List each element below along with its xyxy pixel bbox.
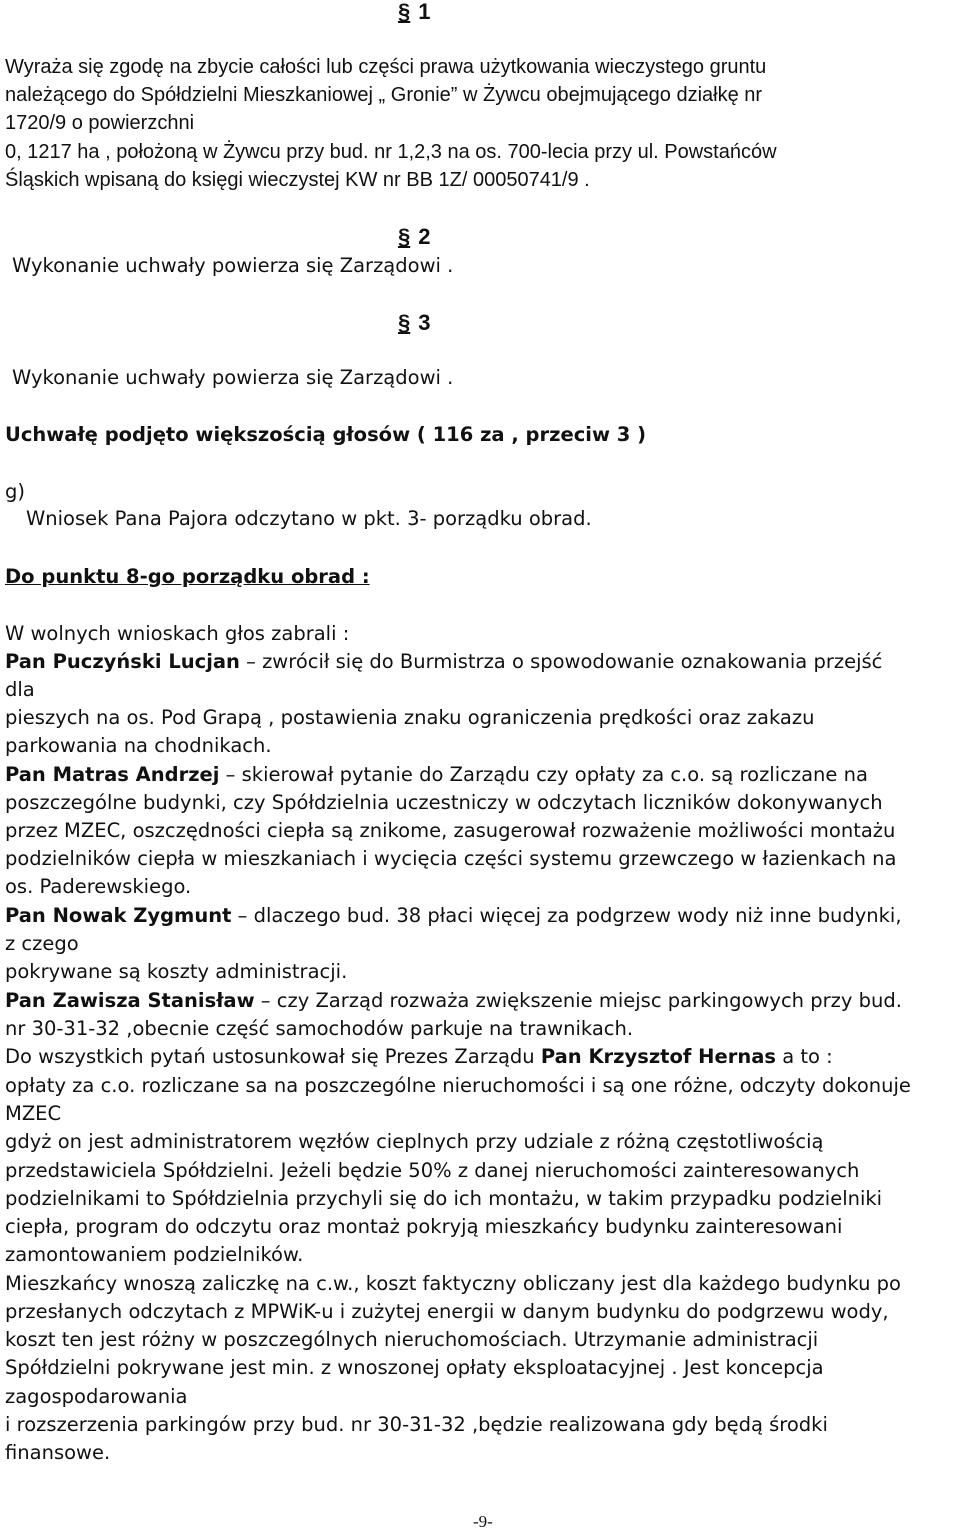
text-line: ciepła, program do odczytu oraz montaż pokryją mieszkańcy budynku zainteresowani (5, 1215, 843, 1238)
text-line: koszt ten jest różny w poszczególnych nieruchomościach. Utrzymanie administracji (5, 1328, 819, 1351)
item-label: g) (5, 480, 25, 503)
page-number: -9- (473, 1512, 493, 1531)
text-line: finansowe. (5, 1441, 111, 1464)
text-line: podzielników ciepła w mieszkaniach i wycięcia części systemu grzewczego w łazienkach na (5, 847, 897, 870)
speaker-name: Pan Zawisza Stanisław (5, 989, 255, 1012)
text-line: gdyż on jest administratorem węzłów cieplnych przy udziale z różną częstotliwością (5, 1130, 824, 1153)
text-line: przesłanych odczytach z MPWiK-u i zużytej energii w danym budynku do podgrzewu wody, (5, 1300, 889, 1323)
speaker-line: Pan Matras Andrzej – skierował pytanie do Zarządu czy opłaty za c.o. są rozliczane na (5, 763, 868, 786)
paragraph-line: 1720/9 o powierzchni (5, 112, 195, 134)
text-line: Spółdzielni pokrywane jest min. z wnoszonej opłaty eksploatacyjnej . Jest koncepcja (5, 1356, 824, 1379)
section-3-heading: § 3 (398, 310, 431, 335)
paragraph-line: Śląskich wpisaną do księgi wieczystej KW nr BB 1Z/ 00050741/9 . (5, 169, 590, 191)
text-line: os. Paderewskiego. (5, 875, 192, 898)
speaker-line: Pan Puczyński Lucjan – zwrócił się do Burmistrza o spowodowanie oznakowania przejść (5, 650, 883, 673)
section-1-heading: § 1 (398, 0, 431, 24)
text-line: MZEC (5, 1102, 62, 1125)
paragraph-line: Wyraża się zgodę na zbycie całości lub części prawa użytkowania wieczystego gruntu (5, 56, 767, 78)
section-heading: Do punktu 8-go porządku obrad : (5, 565, 370, 588)
speaker-name: Pan Puczyński Lucjan (5, 650, 240, 673)
paragraph-line: 0, 1217 ha , położoną w Żywcu przy bud. nr 1,2,3 na os. 700-lecia przy ul. Powstańców (5, 141, 777, 163)
response-line: Do wszystkich pytań ustosunkował się Prezes Zarządu Pan Krzysztof Hernas a to : (5, 1045, 833, 1068)
text-line: dla (5, 678, 35, 701)
text-line: opłaty za c.o. rozliczane sa na poszczególne nieruchomości i są one różne, odczyty dokonuje (5, 1074, 911, 1097)
item-text: Wniosek Pana Pajora odczytano w pkt. 3- porządku obrad. (26, 507, 592, 530)
text-line: parkowania na chodnikach. (5, 734, 272, 757)
section-symbol: § (398, 310, 411, 335)
section-2-heading: § 2 (398, 224, 431, 249)
speaker-name: Pan Matras Andrzej (5, 763, 220, 786)
speaker-name: Pan Nowak Zygmunt (5, 904, 232, 927)
section-symbol: § (398, 224, 411, 249)
resolution-result: Uchwałę podjęto większością głosów ( 116 za , przeciw 3 ) (5, 423, 647, 446)
text-line: zagospodarowania (5, 1385, 188, 1408)
text-line: nr 30-31-32 ,obecnie część samochodów parkuje na trawnikach. (5, 1017, 634, 1040)
text-line: podzielnikami to Spółdzielnia przychyli się do ich montażu, w takim przypadku podzielniki (5, 1187, 883, 1210)
text-line: pokrywane są koszty administracji. (5, 960, 348, 983)
text-line: i rozszerzenia parkingów przy bud. nr 30-31-32 ,będzie realizowana gdy będą środki (5, 1413, 828, 1436)
text-line: poszczególne budynki, czy Spółdzielnia uczestniczy w odczytach liczników dokonywanych (5, 791, 883, 814)
text-line: pieszych na os. Pod Grapą , postawienia znaku ograniczenia prędkości oraz zakazu (5, 706, 815, 729)
text-line: Mieszkańcy wnoszą zaliczkę na c.w., koszt faktyczny obliczany jest dla każdego budynku po (5, 1272, 901, 1295)
paragraph-line: należącego do Spółdzielni Mieszkaniowej „ Gronie” w Żywcu obejmującego działkę nr (5, 84, 763, 106)
speaker-line: Pan Nowak Zygmunt – dlaczego bud. 38 płaci więcej za podgrzew wody niż inne budynki, (5, 904, 902, 927)
execution-clause: Wykonanie uchwały powierza się Zarządowi . (12, 254, 454, 277)
intro-line: W wolnych wnioskach głos zabrali : (5, 622, 350, 645)
speaker-name: Pan Krzysztof Hernas (540, 1045, 776, 1068)
text-line: przedstawiciela Spółdzielni. Jeżeli będzie 50% z danej nieruchomości zainteresowanych (5, 1159, 860, 1182)
text-line: zamontowaniem podzielników. (5, 1243, 304, 1266)
execution-clause: Wykonanie uchwały powierza się Zarządowi . (12, 366, 454, 389)
text-line: przez MZEC, oszczędności ciepła są znikome, zasugerował rozważenie możliwości montażu (5, 819, 896, 842)
text-line: z czego (5, 932, 79, 955)
speaker-line: Pan Zawisza Stanisław – czy Zarząd rozważa zwiększenie miejsc parkingowych przy bud. (5, 989, 902, 1012)
section-symbol: § (398, 0, 411, 24)
